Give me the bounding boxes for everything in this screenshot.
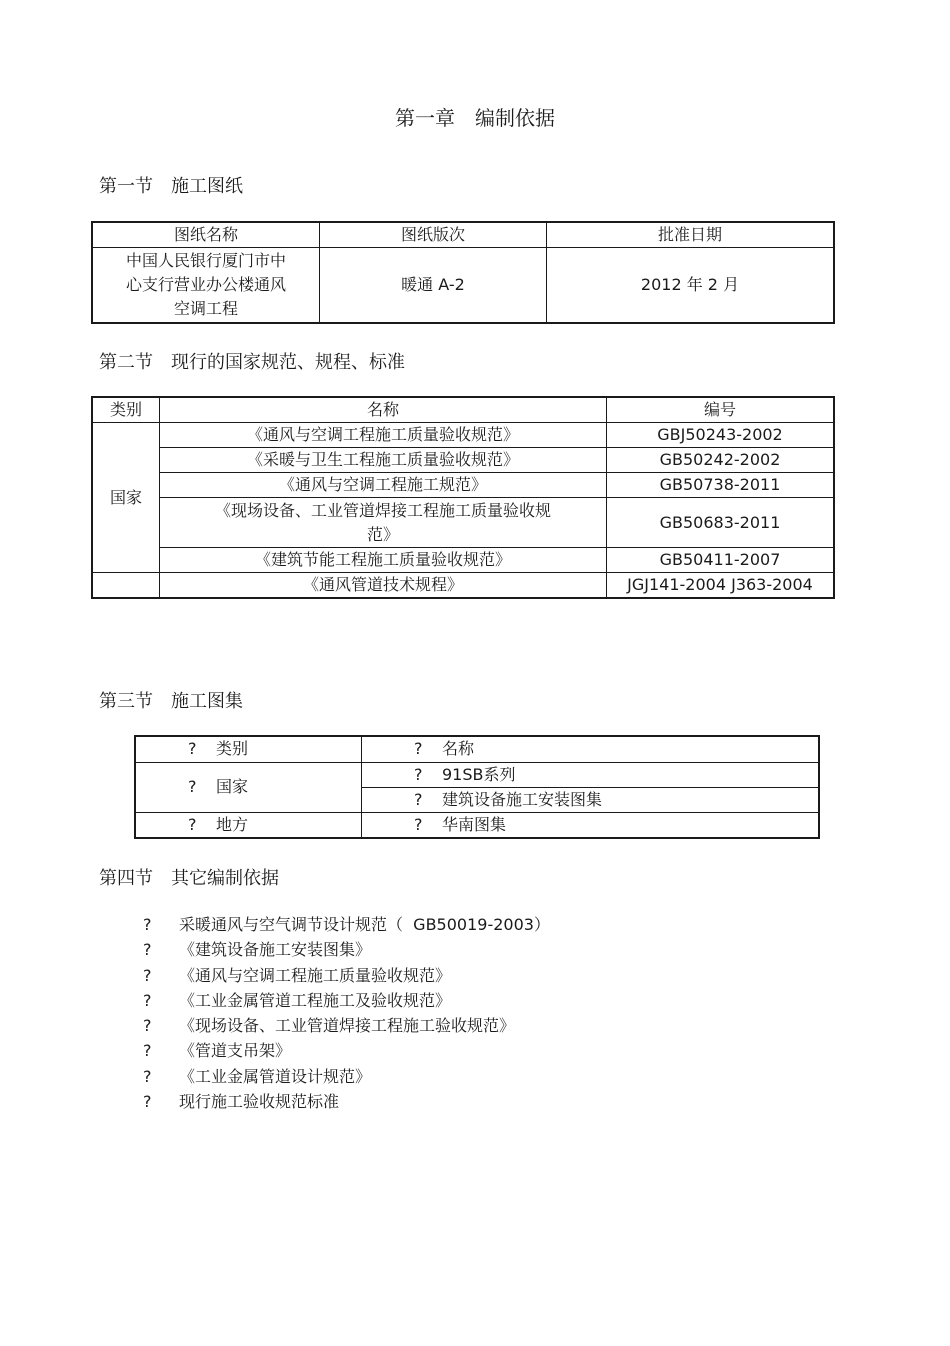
bullet-marker: ? (188, 777, 197, 796)
header-name: 名称 (160, 397, 607, 423)
standard-code: GB50411-2007 (607, 548, 835, 573)
header-category: 类别 (92, 397, 160, 423)
bullet-marker: ? (143, 1041, 152, 1061)
bullet-marker: ? (143, 1066, 152, 1086)
list-item-text: 《工业金属管道设计规范》 (179, 1066, 372, 1086)
standard-code: GB50242-2002 (607, 448, 835, 473)
list-item-text: 采暖通风与空气调节设计规范（ GB50019-2003） (179, 915, 550, 934)
drawing-name-line: 中国人民银行厦门市中 (125, 250, 286, 270)
standard-name: 《建筑节能工程施工质量验收规范》 (160, 548, 607, 573)
standard-name (160, 498, 607, 548)
list-item (143, 1089, 550, 1114)
section1-title: 第一节 施工图纸 (99, 176, 243, 197)
list-item (143, 1064, 550, 1089)
bullet-marker: ? (188, 814, 197, 834)
table-row (92, 548, 834, 573)
table-row (92, 248, 834, 323)
standards-table (91, 396, 835, 599)
header-drawing-name: 图纸名称 (92, 222, 320, 248)
standard-name: 《通风与空调工程施工质量验收规范》 (160, 423, 607, 448)
table-row (92, 573, 834, 599)
standard-name-line: 《现场设备、工业管道焊接工程施工质量验收规 (214, 500, 551, 520)
approval-date-cell: 2012 年 2 月 (547, 248, 835, 323)
list-item-text: 《工业金属管道工程施工及验收规范》 (179, 990, 452, 1010)
bullet-marker: ? (143, 965, 152, 985)
category-empty (92, 573, 160, 599)
list-item (143, 988, 550, 1013)
table-row (92, 498, 834, 548)
list-item-text: 《现场设备、工业管道焊接工程施工验收规范》 (179, 1016, 516, 1036)
standard-name: 《通风管道技术规程》 (160, 573, 607, 599)
category-label: 地方 (216, 814, 249, 834)
drawing-name-line: 空调工程 (173, 298, 238, 318)
drawings-table (91, 221, 835, 324)
standard-code: GB50683-2011 (607, 498, 835, 548)
header-category (135, 736, 362, 762)
table-row (135, 762, 819, 787)
list-item (143, 963, 550, 988)
atlas-item-label: 建筑设备施工安装图集 (442, 789, 603, 809)
category-national (135, 762, 362, 812)
bullet-marker: ? (188, 739, 197, 759)
table-row (92, 448, 834, 473)
header-name-label: 名称 (442, 739, 475, 759)
atlas-item-label: 91SB系列 (442, 764, 516, 784)
list-item (143, 1013, 550, 1038)
atlas-table (134, 735, 820, 839)
bullet-marker: ? (414, 739, 423, 759)
section4-title: 第四节 其它编制依据 (99, 868, 279, 889)
header-approval-date: 批准日期 (547, 222, 835, 248)
list-item-text: 《通风与空调工程施工质量验收规范》 (179, 965, 452, 985)
header-drawing-version: 图纸版次 (320, 222, 547, 248)
section3-title: 第三节 施工图集 (99, 691, 243, 712)
bullet-marker: ? (143, 990, 152, 1010)
atlas-item-label: 华南图集 (442, 814, 507, 834)
other-basis-list (143, 912, 550, 1114)
atlas-item (362, 787, 820, 812)
header-category-label: 类别 (216, 739, 249, 759)
standard-name-line: 范》 (366, 524, 399, 544)
list-item-text: 《建筑设备施工安装图集》 (179, 940, 372, 960)
standard-name: 《通风与空调工程施工规范》 (160, 473, 607, 498)
bullet-marker: ? (414, 814, 423, 834)
chapter-title: 第一章 编制依据 (395, 106, 555, 130)
atlas-item (362, 762, 820, 787)
header-name (362, 736, 820, 762)
category-local (135, 812, 362, 838)
list-item (143, 1038, 550, 1063)
table-row (135, 812, 819, 838)
list-item-text: 现行施工验收规范标准 (179, 1092, 340, 1112)
bullet-marker: ? (143, 940, 152, 960)
drawing-version-cell: 暖通 A-2 (320, 248, 547, 323)
bullet-marker: ? (143, 1092, 152, 1112)
bullet-marker: ? (143, 1016, 152, 1036)
list-item-text: 《管道支吊架》 (179, 1041, 292, 1061)
list-item (143, 912, 550, 937)
atlas-item (362, 812, 820, 838)
category-label: 国家 (216, 777, 249, 796)
standard-code: JGJ141-2004 J363-2004 (607, 573, 835, 599)
drawing-name-line: 心支行营业办公楼通风 (125, 274, 286, 294)
table-row (92, 423, 834, 448)
table-row (92, 473, 834, 498)
bullet-marker: ? (143, 915, 152, 934)
standard-code: GBJ50243-2002 (607, 423, 835, 448)
category-national: 国家 (92, 423, 160, 573)
section2-title: 第二节 现行的国家规范、规程、标准 (99, 352, 405, 373)
drawing-name-cell (92, 248, 320, 323)
bullet-marker: ? (414, 764, 423, 784)
list-item (143, 937, 550, 962)
header-code: 编号 (607, 397, 835, 423)
standard-code: GB50738-2011 (607, 473, 835, 498)
bullet-marker: ? (414, 789, 423, 809)
standard-name: 《采暖与卫生工程施工质量验收规范》 (160, 448, 607, 473)
